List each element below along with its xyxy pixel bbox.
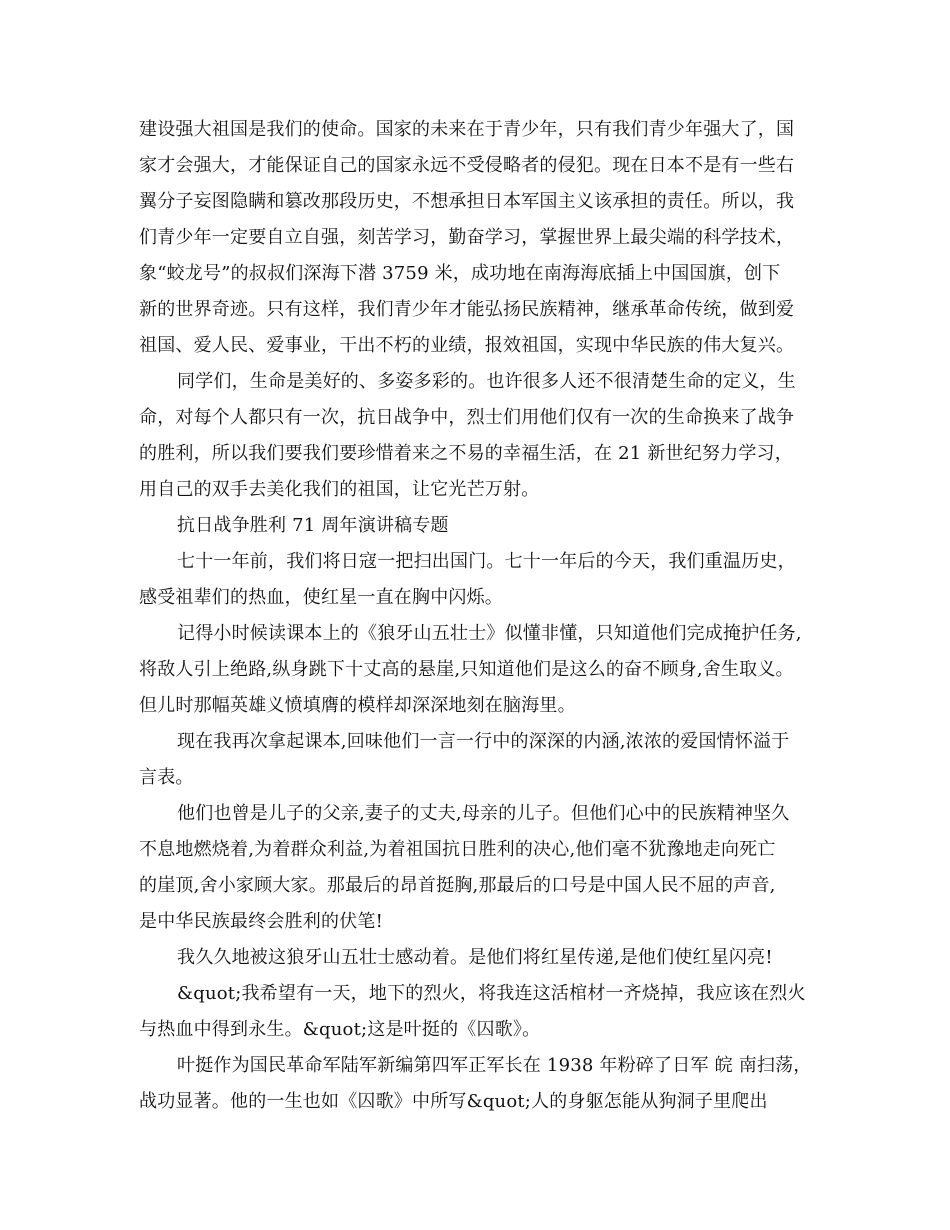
text-line: &quot;我希望有一天，地下的烈火，将我连这活棺材一齐烧掉，我应该在烈火 (177, 983, 806, 1004)
text-line: 的崖顶,舍小家顾大家。那最后的昂首挺胸,那最后的口号是中国人民不屈的声音, (139, 875, 776, 896)
text-line: 战功显著。他的一生也如《囚歌》中所写&quot;人的身躯怎能从狗洞子里爬出 (139, 1091, 768, 1112)
text-line: 现在我再次拿起课本,回味他们一言一行中的深深的内涵,浓浓的爱国情怀溢于 (177, 731, 790, 752)
text-line: 同学们，生命是美好的、多姿多彩的。也许很多人还不很清楚生命的定义，生 (177, 371, 796, 392)
section-heading: 抗日战争胜利 71 周年演讲稿专题 (177, 515, 449, 536)
text-line: 感受祖辈们的热血，使红星一直在胸中闪烁。 (139, 587, 503, 608)
text-line: 与热血中得到永生。&quot;这是叶挺的《囚歌》。 (139, 1019, 541, 1040)
text-line: 但儿时那幅英雄义愤填膺的模样却深深地刻在脑海里。 (139, 695, 576, 716)
text-line: 言表。 (139, 767, 194, 788)
text-line: 的胜利，所以我们要我们要珍惜着来之不易的幸福生活，在 21 新世纪努力学习， (139, 443, 793, 464)
text-line: 命，对每个人都只有一次，抗日战争中，烈士们用他们仅有一次的生命换来了战争 (139, 407, 795, 428)
text-line: 翼分子妄图隐瞒和篡改那段历史，不想承担日本军国主义该承担的责任。所以，我 (139, 191, 795, 212)
text-line: 他们也曾是儿子的父亲,妻子的丈夫,母亲的儿子。但他们心中的民族精神坚久 (177, 803, 790, 824)
text-line: 不息地燃烧着,为着群众利益,为着祖国抗日胜利的决心,他们毫不犹豫地走向死亡 (139, 839, 776, 860)
text-line: 祖国、爱人民、爱事业，干出不朽的业绩，报效祖国，实现中华民族的伟大复兴。 (139, 335, 795, 356)
text-line: 用自己的双手去美化我们的祖国，让它光芒万射。 (139, 479, 540, 500)
text-line: 家才会强大，才能保证自己的国家永远不受侵略者的侵犯。现在日本不是有一些右 (139, 155, 795, 176)
text-line: 记得小时候读课本上的《狼牙山五壮士》似懂非懂，只知道他们完成掩护任务, (177, 623, 802, 644)
text-line: 象“蛟龙号”的叔叔们深海下潜 3759 米，成功地在南海海底插上中国国旗，创下 (139, 263, 781, 284)
text-line: 新的世界奇迹。只有这样，我们青少年才能弘扬民族精神，继承革命传统，做到爱 (139, 299, 795, 320)
text-line: 们青少年一定要自立自强，刻苦学习，勤奋学习，掌握世界上最尖端的科学技术， (139, 227, 795, 248)
text-line: 是中华民族最终会胜利的伏笔! (139, 911, 384, 932)
text-line: 七十一年前，我们将日寇一把扫出国门。七十一年后的今天，我们重温历史， (177, 551, 796, 572)
text-line: 将敌人引上绝路,纵身跳下十丈高的悬崖,只知道他们是这么的奋不顾身,舍生取义。 (139, 659, 794, 680)
text-line: 我久久地被这狼牙山五壮士感动着。是他们将红星传递,是他们使红星闪亮! (177, 947, 773, 968)
text-line: 叶挺作为国民革命军陆军新编第四军正军长在 1938 年粉碎了日军 皖 南扫荡， (177, 1055, 812, 1076)
text-line: 建设强大祖国是我们的使命。国家的未来在于青少年，只有我们青少年强大了，国 (139, 119, 795, 140)
